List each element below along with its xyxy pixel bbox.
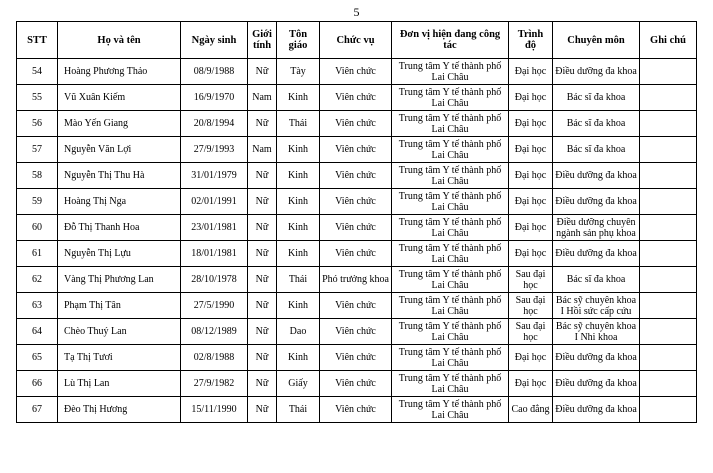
cell-note	[640, 293, 697, 319]
cell-dob: 08/9/1988	[181, 59, 248, 85]
cell-note	[640, 111, 697, 137]
cell-specialty: Điều dưỡng đa khoa	[553, 189, 640, 215]
cell-specialty: Bác sĩ đa khoa	[553, 111, 640, 137]
table-row	[17, 85, 697, 111]
header-name: Họ và tên	[58, 22, 181, 59]
cell-position: Viên chức	[320, 189, 392, 215]
cell-specialty: Bác sĩ đa khoa	[553, 85, 640, 111]
cell-religion: Giấy	[277, 371, 320, 397]
cell-org: Trung tâm Y tế thành phố Lai Châu	[392, 137, 509, 163]
cell-note	[640, 371, 697, 397]
cell-religion: Thái	[277, 267, 320, 293]
table-header-row	[17, 22, 697, 59]
table-row	[17, 345, 697, 371]
cell-dob: 27/9/1982	[181, 371, 248, 397]
cell-religion: Kinh	[277, 137, 320, 163]
cell-stt: 59	[17, 189, 58, 215]
cell-note	[640, 163, 697, 189]
cell-note	[640, 189, 697, 215]
cell-position: Viên chức	[320, 345, 392, 371]
cell-gender: Nữ	[248, 267, 277, 293]
header-stt: STT	[17, 22, 58, 59]
cell-name: Nguyễn Văn Lợi	[58, 137, 181, 163]
cell-note	[640, 397, 697, 423]
cell-stt: 62	[17, 267, 58, 293]
cell-org: Trung tâm Y tế thành phố Lai Châu	[392, 189, 509, 215]
table-row	[17, 241, 697, 267]
cell-religion: Kinh	[277, 189, 320, 215]
cell-religion: Thái	[277, 397, 320, 423]
cell-name: Mào Yến Giang	[58, 111, 181, 137]
header-gender: Giới tính	[248, 22, 277, 59]
cell-stt: 58	[17, 163, 58, 189]
cell-religion: Tày	[277, 59, 320, 85]
cell-name: Hoàng Phương Thảo	[58, 59, 181, 85]
cell-gender: Nữ	[248, 345, 277, 371]
cell-org: Trung tâm Y tế thành phố Lai Châu	[392, 59, 509, 85]
cell-gender: Nữ	[248, 293, 277, 319]
cell-level: Sau đại học	[509, 267, 553, 293]
cell-specialty: Điều dưỡng đa khoa	[553, 371, 640, 397]
cell-gender: Nữ	[248, 371, 277, 397]
header-note: Ghi chú	[640, 22, 697, 59]
cell-religion: Thái	[277, 111, 320, 137]
cell-religion: Kinh	[277, 241, 320, 267]
cell-gender: Nữ	[248, 111, 277, 137]
table-row	[17, 397, 697, 423]
cell-specialty: Điều dưỡng đa khoa	[553, 59, 640, 85]
cell-org: Trung tâm Y tế thành phố Lai Châu	[392, 267, 509, 293]
cell-level: Đại học	[509, 85, 553, 111]
cell-position: Viên chức	[320, 371, 392, 397]
cell-gender: Nữ	[248, 163, 277, 189]
cell-gender: Nữ	[248, 397, 277, 423]
cell-note	[640, 319, 697, 345]
header-specialty: Chuyên môn	[553, 22, 640, 59]
cell-org: Trung tâm Y tế thành phố Lai Châu	[392, 241, 509, 267]
cell-name: Đỗ Thị Thanh Hoa	[58, 215, 181, 241]
cell-specialty: Bác sỹ chuyên khoa I Hồi sức cấp cứu	[553, 293, 640, 319]
cell-dob: 02/01/1991	[181, 189, 248, 215]
cell-name: Phạm Thị Tân	[58, 293, 181, 319]
cell-specialty: Điều dưỡng đa khoa	[553, 397, 640, 423]
cell-level: Đại học	[509, 189, 553, 215]
table-row	[17, 293, 697, 319]
cell-org: Trung tâm Y tế thành phố Lai Châu	[392, 345, 509, 371]
cell-name: Chèo Thuý Lan	[58, 319, 181, 345]
cell-gender: Nữ	[248, 189, 277, 215]
cell-position: Viên chức	[320, 319, 392, 345]
cell-specialty: Điều dưỡng đa khoa	[553, 241, 640, 267]
cell-level: Sau đại học	[509, 293, 553, 319]
table-body	[17, 59, 697, 423]
cell-name: Hoàng Thị Nga	[58, 189, 181, 215]
cell-name: Đèo Thị Hương	[58, 397, 181, 423]
cell-level: Sau đại học	[509, 319, 553, 345]
cell-stt: 55	[17, 85, 58, 111]
cell-specialty: Điều dưỡng đa khoa	[553, 345, 640, 371]
cell-position: Viên chức	[320, 163, 392, 189]
cell-gender: Nữ	[248, 319, 277, 345]
cell-dob: 16/9/1970	[181, 85, 248, 111]
cell-name: Lù Thị Lan	[58, 371, 181, 397]
cell-org: Trung tâm Y tế thành phố Lai Châu	[392, 319, 509, 345]
cell-note	[640, 137, 697, 163]
cell-name: Vàng Thị Phương Lan	[58, 267, 181, 293]
cell-gender: Nữ	[248, 59, 277, 85]
cell-note	[640, 215, 697, 241]
cell-org: Trung tâm Y tế thành phố Lai Châu	[392, 163, 509, 189]
table-row	[17, 111, 697, 137]
cell-dob: 08/12/1989	[181, 319, 248, 345]
cell-stt: 61	[17, 241, 58, 267]
cell-dob: 27/9/1993	[181, 137, 248, 163]
header-org: Đơn vị hiện đang công tác	[392, 22, 509, 59]
cell-specialty: Bác sĩ đa khoa	[553, 137, 640, 163]
cell-dob: 15/11/1990	[181, 397, 248, 423]
header-level: Trình độ	[509, 22, 553, 59]
header-position: Chức vụ	[320, 22, 392, 59]
cell-stt: 57	[17, 137, 58, 163]
table-row	[17, 371, 697, 397]
cell-level: Đại học	[509, 137, 553, 163]
table-row	[17, 163, 697, 189]
cell-level: Đại học	[509, 345, 553, 371]
table-row	[17, 215, 697, 241]
cell-note	[640, 267, 697, 293]
cell-stt: 54	[17, 59, 58, 85]
cell-position: Viên chức	[320, 241, 392, 267]
cell-dob: 20/8/1994	[181, 111, 248, 137]
table-row	[17, 319, 697, 345]
cell-dob: 18/01/1981	[181, 241, 248, 267]
cell-level: Đại học	[509, 215, 553, 241]
cell-org: Trung tâm Y tế thành phố Lai Châu	[392, 397, 509, 423]
cell-org: Trung tâm Y tế thành phố Lai Châu	[392, 85, 509, 111]
cell-level: Đại học	[509, 59, 553, 85]
cell-religion: Kinh	[277, 163, 320, 189]
cell-level: Đại học	[509, 241, 553, 267]
cell-dob: 27/5/1990	[181, 293, 248, 319]
cell-specialty: Điều dưỡng đa khoa	[553, 163, 640, 189]
cell-religion: Kinh	[277, 293, 320, 319]
cell-position: Viên chức	[320, 111, 392, 137]
cell-stt: 60	[17, 215, 58, 241]
cell-religion: Kinh	[277, 85, 320, 111]
table-row	[17, 137, 697, 163]
cell-note	[640, 85, 697, 111]
table-row	[17, 189, 697, 215]
cell-religion: Kinh	[277, 345, 320, 371]
cell-org: Trung tâm Y tế thành phố Lai Châu	[392, 293, 509, 319]
cell-stt: 64	[17, 319, 58, 345]
staff-table	[16, 21, 697, 423]
cell-level: Đại học	[509, 163, 553, 189]
header-religion: Tôn giáo	[277, 22, 320, 59]
cell-stt: 66	[17, 371, 58, 397]
cell-position: Viên chức	[320, 137, 392, 163]
cell-gender: Nam	[248, 137, 277, 163]
cell-dob: 23/01/1981	[181, 215, 248, 241]
cell-specialty: Bác sĩ đa khoa	[553, 267, 640, 293]
cell-org: Trung tâm Y tế thành phố Lai Châu	[392, 111, 509, 137]
cell-dob: 02/8/1988	[181, 345, 248, 371]
cell-level: Đại học	[509, 371, 553, 397]
cell-level: Cao đẳng	[509, 397, 553, 423]
cell-dob: 28/10/1978	[181, 267, 248, 293]
cell-position: Viên chức	[320, 215, 392, 241]
cell-stt: 67	[17, 397, 58, 423]
cell-org: Trung tâm Y tế thành phố Lai Châu	[392, 371, 509, 397]
cell-name: Tạ Thị Tươi	[58, 345, 181, 371]
table-row	[17, 267, 697, 293]
table-row	[17, 59, 697, 85]
cell-gender: Nữ	[248, 215, 277, 241]
cell-level: Đại học	[509, 111, 553, 137]
cell-position: Viên chức	[320, 85, 392, 111]
cell-dob: 31/01/1979	[181, 163, 248, 189]
cell-specialty: Điều dưỡng chuyên ngành sản phụ khoa	[553, 215, 640, 241]
cell-position: Viên chức	[320, 293, 392, 319]
cell-religion: Dao	[277, 319, 320, 345]
cell-stt: 63	[17, 293, 58, 319]
cell-name: Vũ Xuân Kiếm	[58, 85, 181, 111]
cell-org: Trung tâm Y tế thành phố Lai Châu	[392, 215, 509, 241]
cell-specialty: Bác sỹ chuyên khoa I Nhi khoa	[553, 319, 640, 345]
header-dob: Ngày sinh	[181, 22, 248, 59]
cell-gender: Nam	[248, 85, 277, 111]
cell-gender: Nữ	[248, 241, 277, 267]
cell-religion: Kinh	[277, 215, 320, 241]
cell-note	[640, 241, 697, 267]
cell-stt: 56	[17, 111, 58, 137]
cell-name: Nguyễn Thị Lựu	[58, 241, 181, 267]
cell-position: Viên chức	[320, 397, 392, 423]
cell-position: Viên chức	[320, 59, 392, 85]
cell-note	[640, 59, 697, 85]
cell-name: Nguyễn Thị Thu Hà	[58, 163, 181, 189]
page-number: 5	[353, 5, 360, 19]
cell-position: Phó trưởng khoa	[320, 267, 392, 293]
cell-stt: 65	[17, 345, 58, 371]
cell-note	[640, 345, 697, 371]
